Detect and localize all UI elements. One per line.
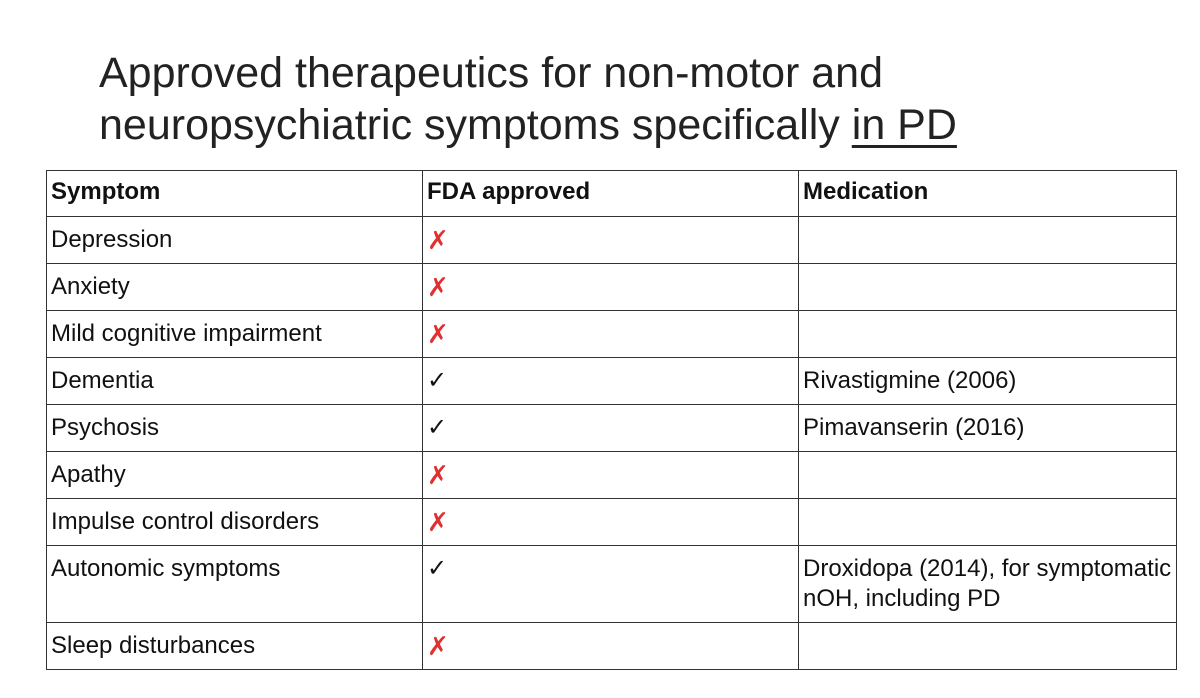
- symptom-cell: Psychosis: [47, 405, 423, 452]
- medication-cell: [799, 623, 1177, 670]
- medication-cell: [799, 264, 1177, 311]
- medication-cell: [799, 452, 1177, 499]
- check-icon: ✓: [427, 555, 448, 582]
- fda-cell: [423, 311, 799, 358]
- slide-title: [99, 47, 1099, 151]
- table-body: [47, 217, 1177, 670]
- medication-cell: [799, 499, 1177, 546]
- table-row: [47, 217, 1177, 264]
- table-row: [47, 546, 1177, 623]
- symptoms-table: [46, 170, 1177, 670]
- medication-cell: [799, 217, 1177, 264]
- symptom-cell: Dementia: [47, 358, 423, 405]
- table-row: [47, 311, 1177, 358]
- cross-icon: ✗: [427, 507, 449, 537]
- symptom-cell: Apathy: [47, 452, 423, 499]
- table-row: [47, 405, 1177, 452]
- medication-cell: Rivastigmine (2006): [799, 358, 1177, 405]
- symptom-cell: Depression: [47, 217, 423, 264]
- table-row: [47, 499, 1177, 546]
- header-medication: Medication: [799, 171, 1177, 217]
- cross-icon: ✗: [427, 460, 449, 490]
- fda-cell: [423, 452, 799, 499]
- fda-cell: [423, 264, 799, 311]
- table-row: [47, 452, 1177, 499]
- check-icon: ✓: [427, 414, 448, 441]
- fda-cell: [423, 405, 799, 452]
- symptom-cell: Anxiety: [47, 264, 423, 311]
- fda-cell: [423, 623, 799, 670]
- fda-cell: [423, 358, 799, 405]
- medication-cell: [799, 311, 1177, 358]
- fda-cell: [423, 546, 799, 623]
- slide-title-text: Approved therapeutics for non-motor and neuropsychiatric symptoms specifically: [99, 49, 884, 149]
- header-fda-approved: FDA approved: [423, 171, 799, 217]
- cross-icon: ✗: [427, 225, 449, 255]
- table-row: [47, 264, 1177, 311]
- header-symptom: Symptom: [47, 171, 423, 217]
- slide-title-underlined: in PD: [851, 101, 957, 149]
- fda-cell: [423, 499, 799, 546]
- symptom-cell: Autonomic symptoms: [47, 546, 423, 623]
- cross-icon: ✗: [427, 319, 449, 349]
- table-row: [47, 358, 1177, 405]
- cross-icon: ✗: [427, 272, 449, 302]
- symptom-cell: Impulse control disorders: [47, 499, 423, 546]
- check-icon: ✓: [427, 367, 448, 394]
- fda-cell: [423, 217, 799, 264]
- cross-icon: ✗: [427, 631, 449, 661]
- table-row: [47, 623, 1177, 670]
- medication-cell: Droxidopa (2014), for symptomatic nOH, including PD: [799, 546, 1177, 623]
- symptom-cell: Sleep disturbances: [47, 623, 423, 670]
- medication-cell: Pimavanserin (2016): [799, 405, 1177, 452]
- symptom-cell: Mild cognitive impairment: [47, 311, 423, 358]
- table-header-row: [47, 171, 1177, 217]
